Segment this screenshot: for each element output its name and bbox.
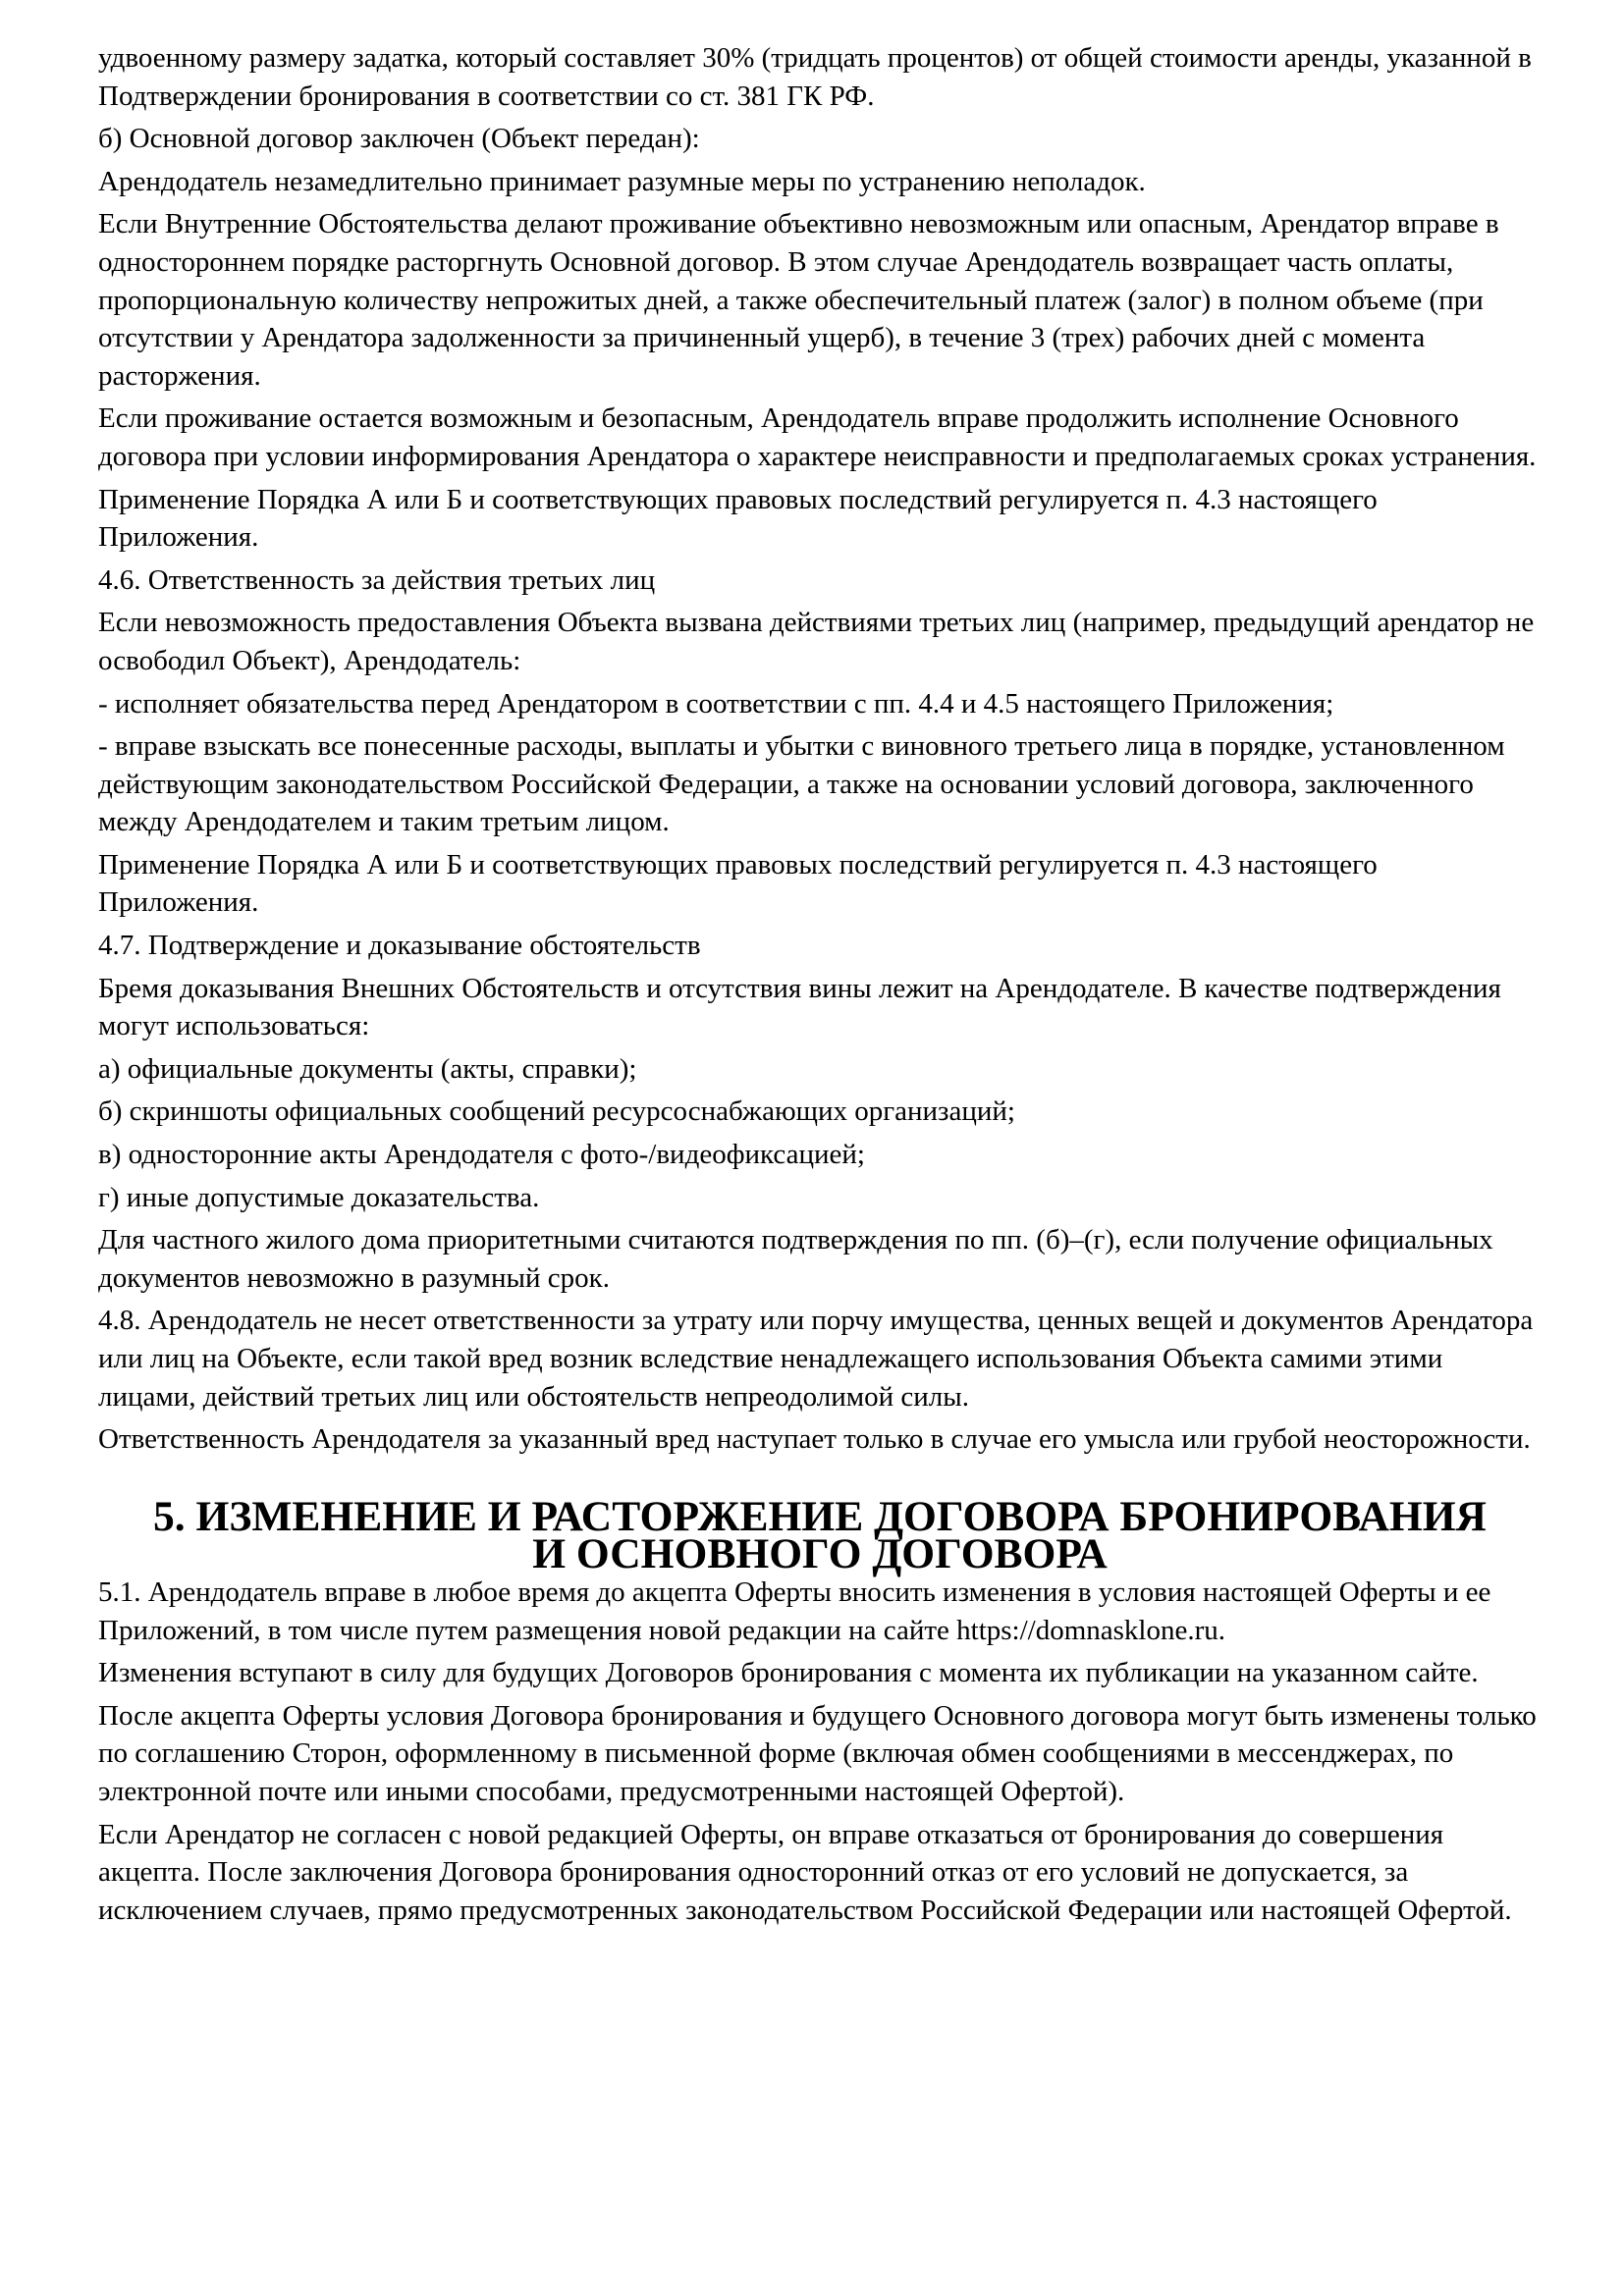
paragraph-tenant-disagrees: Если Арендатор не согласен с новой редакцией Оферты, он вправе отказаться от бронирования до совершения акцепта. После заключения Договора бронирования односторонний отказ от его условий не допускается, за исключением случаев, прямо предусмотренных законодательством Российской Федерации или настоящей Офертой. xyxy=(98,1818,1512,1926)
paragraph-procedure-reference-2: Применение Порядка А или Б и соответствующих правовых последствий регулируется п. 4.3 настоящего Приложения. xyxy=(98,848,1378,919)
paragraph-procedure-reference: Применение Порядка А или Б и соответствующих правовых последствий регулируется п. 4.3 настоящего Приложения. xyxy=(98,483,1378,554)
paragraph-landlord-measures: Арендодатель незамедлительно принимает разумные меры по устранению неполадок. xyxy=(98,165,1146,197)
list-item-other-evidence: г) иные допустимые доказательства. xyxy=(98,1181,540,1213)
section-5-heading-line-2: И ОСНОВНОГО ДОГОВОРА xyxy=(532,1530,1108,1578)
paragraph-changes-effective: Изменения вступают в силу для будущих Договоров бронирования с момента их публикации на указанном сайте. xyxy=(98,1657,1479,1689)
list-item-screenshots: б) скриншоты официальных сообщений ресурсоснабжающих организаций; xyxy=(98,1095,1015,1128)
paragraph-third-parties: Если невозможность предоставления Объекта вызвана действиями третьих лиц (например, предыдущий арендатор не освободил Объект), Арендодатель: xyxy=(98,607,1535,676)
paragraph-deposit-double: удвоенному размеру задатка, который составляет 30% (тридцать процентов) от общей стоимости аренды, указанной в Подтверждении бронирования в соответствии со ст. 381 ГК РФ. xyxy=(98,42,1532,112)
paragraph-main-contract-concluded: б) Основной договор заключен (Объект передан): xyxy=(98,123,700,155)
list-item-obligations: - исполняет обязательства перед Арендатором в соответствии с пп. 4.4 и 4.5 настоящего Приложения; xyxy=(98,687,1334,720)
section-5-heading-line-1: 5. ИЗМЕНЕНИЕ И РАСТОРЖЕНИЕ ДОГОВОРА БРОНИРОВАНИЯ xyxy=(153,1492,1487,1540)
list-item-recover-costs: - вправе взыскать все понесенные расходы, выплаты и убытки с виновного третьего лица в порядке, установленном действующим законодательством Российской Федерации, а также на основании условий договора, заключенного между Арендодателем и таким третьим лицом. xyxy=(98,730,1505,838)
paragraph-private-house-priority: Для частного жилого дома приоритетными считаются подтверждения по пп. (б)–(г), если получение официальных документов невозможно в разумный срок. xyxy=(98,1224,1493,1294)
paragraph-continue-execution: Если проживание остается возможным и безопасным, Арендодатель вправе продолжить исполнение Основного договора при условии информирования Арендатора о характере неисправности и предполагаемых сроках устранения. xyxy=(98,402,1537,472)
list-item-official-documents: а) официальные документы (акты, справки); xyxy=(98,1052,637,1085)
clause-4-6-heading: 4.6. Ответственность за действия третьих лиц xyxy=(98,563,656,596)
paragraph-after-acceptance: После акцепта Оферты условия Договора бронирования и будущего Основного договора могут быть изменены только по соглашению Сторон, оформленному в письменной форме (включая обмен сообщениями в мессенджерах, по электронной почте или иными способами, предусмотренными настоящей Офертой). xyxy=(98,1699,1537,1807)
list-item-unilateral-acts: в) односторонние акты Арендодателя с фото-/видеофиксацией; xyxy=(98,1139,865,1171)
paragraph-burden-of-proof: Бремя доказывания Внешних Обстоятельств и отсутствия вины лежит на Арендодателе. В качестве подтверждения могут использоваться: xyxy=(98,972,1501,1042)
clause-5-1: 5.1. Арендодатель вправе в любое время до акцепта Оферты вносить изменения в условия настоящей Оферты и ее Приложений, в том числе путем размещения новой редакции на сайте https://domnasklone.ru. xyxy=(98,1575,1491,1646)
clause-4-7-heading: 4.7. Подтверждение и доказывание обстоятельств xyxy=(98,930,701,962)
paragraph-internal-circumstances: Если Внутренние Обстоятельства делают проживание объективно невозможным или опасным, Арендатор вправе в одностороннем порядке расторгнуть Основной договор. В этом случае Арендодатель возвращает часть оплаты, пропорциональную количеству непрожитых дней, а также обеспечительный платеж (залог) в полном объеме (при отсутствии у Арендатора задолженности за причиненный ущерб), в течение 3 (трех) рабочих дней с момента расторжения. xyxy=(98,208,1499,392)
section-5-heading xyxy=(98,1492,1542,1578)
clause-4-8: 4.8. Арендодатель не несет ответственности за утрату или порчу имущества, ценных вещей и документов Арендатора или лиц на Объекте, если такой вред возник вследствие ненадлежащего использования Объекта самими этими лицами, действий третьих лиц или обстоятельств непреодолимой силы. xyxy=(98,1305,1534,1413)
paragraph-liability-intent: Ответственность Арендодателя за указанный вред наступает только в случае его умысла или грубой неосторожности. xyxy=(98,1423,1531,1456)
document-page xyxy=(98,39,1542,1929)
